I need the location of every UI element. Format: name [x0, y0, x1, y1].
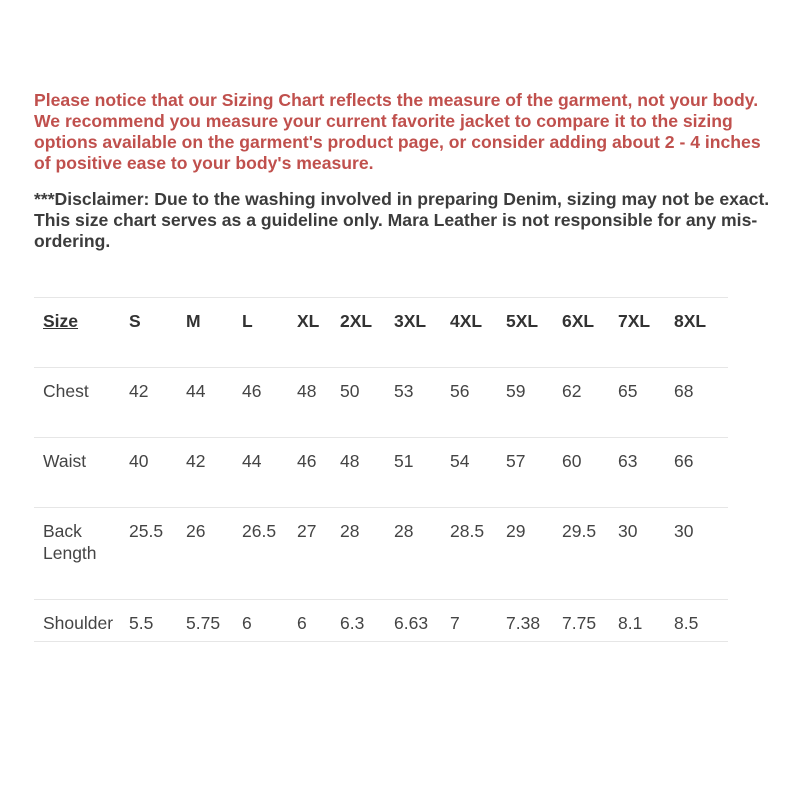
size-chart-table	[34, 297, 728, 642]
table-cell: 30	[674, 508, 728, 600]
table-cell: 42	[129, 368, 186, 438]
size-header: S	[129, 298, 186, 368]
row-label: Shoulder	[34, 600, 129, 642]
table-cell: 65	[618, 368, 674, 438]
table-cell: 48	[340, 438, 394, 508]
size-header: 5XL	[506, 298, 562, 368]
table-cell: 29.5	[562, 508, 618, 600]
table-cell: 27	[297, 508, 340, 600]
table-row	[34, 438, 728, 508]
table-cell: 57	[506, 438, 562, 508]
table-cell: 44	[242, 438, 297, 508]
size-header: 2XL	[340, 298, 394, 368]
table-cell: 7	[450, 600, 506, 642]
table-cell: 29	[506, 508, 562, 600]
size-header: 6XL	[562, 298, 618, 368]
table-cell: 66	[674, 438, 728, 508]
size-header: 8XL	[674, 298, 728, 368]
table-cell: 6.3	[340, 600, 394, 642]
table-header-row	[34, 298, 728, 368]
table-cell: 30	[618, 508, 674, 600]
size-header: 3XL	[394, 298, 450, 368]
table-cell: 8.1	[618, 600, 674, 642]
table-cell: 26.5	[242, 508, 297, 600]
table-row	[34, 368, 728, 438]
table-cell: 53	[394, 368, 450, 438]
row-label: Back Length	[34, 508, 129, 600]
table-cell: 63	[618, 438, 674, 508]
table-cell: 28.5	[450, 508, 506, 600]
table-cell: 26	[186, 508, 242, 600]
size-header: 7XL	[618, 298, 674, 368]
table-cell: 28	[394, 508, 450, 600]
table-cell: 60	[562, 438, 618, 508]
table-cell: 44	[186, 368, 242, 438]
table-cell: 59	[506, 368, 562, 438]
row-label: Chest	[34, 368, 129, 438]
table-cell: 6.63	[394, 600, 450, 642]
table-cell: 8.5	[674, 600, 728, 642]
size-header: M	[186, 298, 242, 368]
table-cell: 7.75	[562, 600, 618, 642]
table-cell: 50	[340, 368, 394, 438]
table-cell: 7.38	[506, 600, 562, 642]
size-header-label: Size	[34, 298, 129, 368]
table-cell: 25.5	[129, 508, 186, 600]
sizing-notice: Please notice that our Sizing Chart reflects the measure of the garment, not your body. We recommend you measure your current favorite jacket to compare it to the sizing options available on the garment's product page, or consider adding about 2 - 4 inches of positive ease to your body's measure.	[34, 90, 761, 173]
size-header: XL	[297, 298, 340, 368]
table-cell: 46	[242, 368, 297, 438]
table-cell: 5.75	[186, 600, 242, 642]
table-row	[34, 508, 728, 600]
table-cell: 48	[297, 368, 340, 438]
size-header: L	[242, 298, 297, 368]
size-header: 4XL	[450, 298, 506, 368]
table-cell: 6	[297, 600, 340, 642]
table-cell: 46	[297, 438, 340, 508]
row-label: Waist	[34, 438, 129, 508]
table-cell: 28	[340, 508, 394, 600]
table-cell: 62	[562, 368, 618, 438]
table-cell: 51	[394, 438, 450, 508]
disclaimer-text: ***Disclaimer: Due to the washing involved in preparing Denim, sizing may not be exact. This size chart serves as a guideline only. Mara Leather is not responsible for any mis-ordering.	[34, 189, 770, 251]
table-cell: 5.5	[129, 600, 186, 642]
table-cell: 54	[450, 438, 506, 508]
table-cell: 56	[450, 368, 506, 438]
table-cell: 40	[129, 438, 186, 508]
table-row	[34, 600, 728, 642]
table-cell: 6	[242, 600, 297, 642]
table-cell: 42	[186, 438, 242, 508]
table-cell: 68	[674, 368, 728, 438]
